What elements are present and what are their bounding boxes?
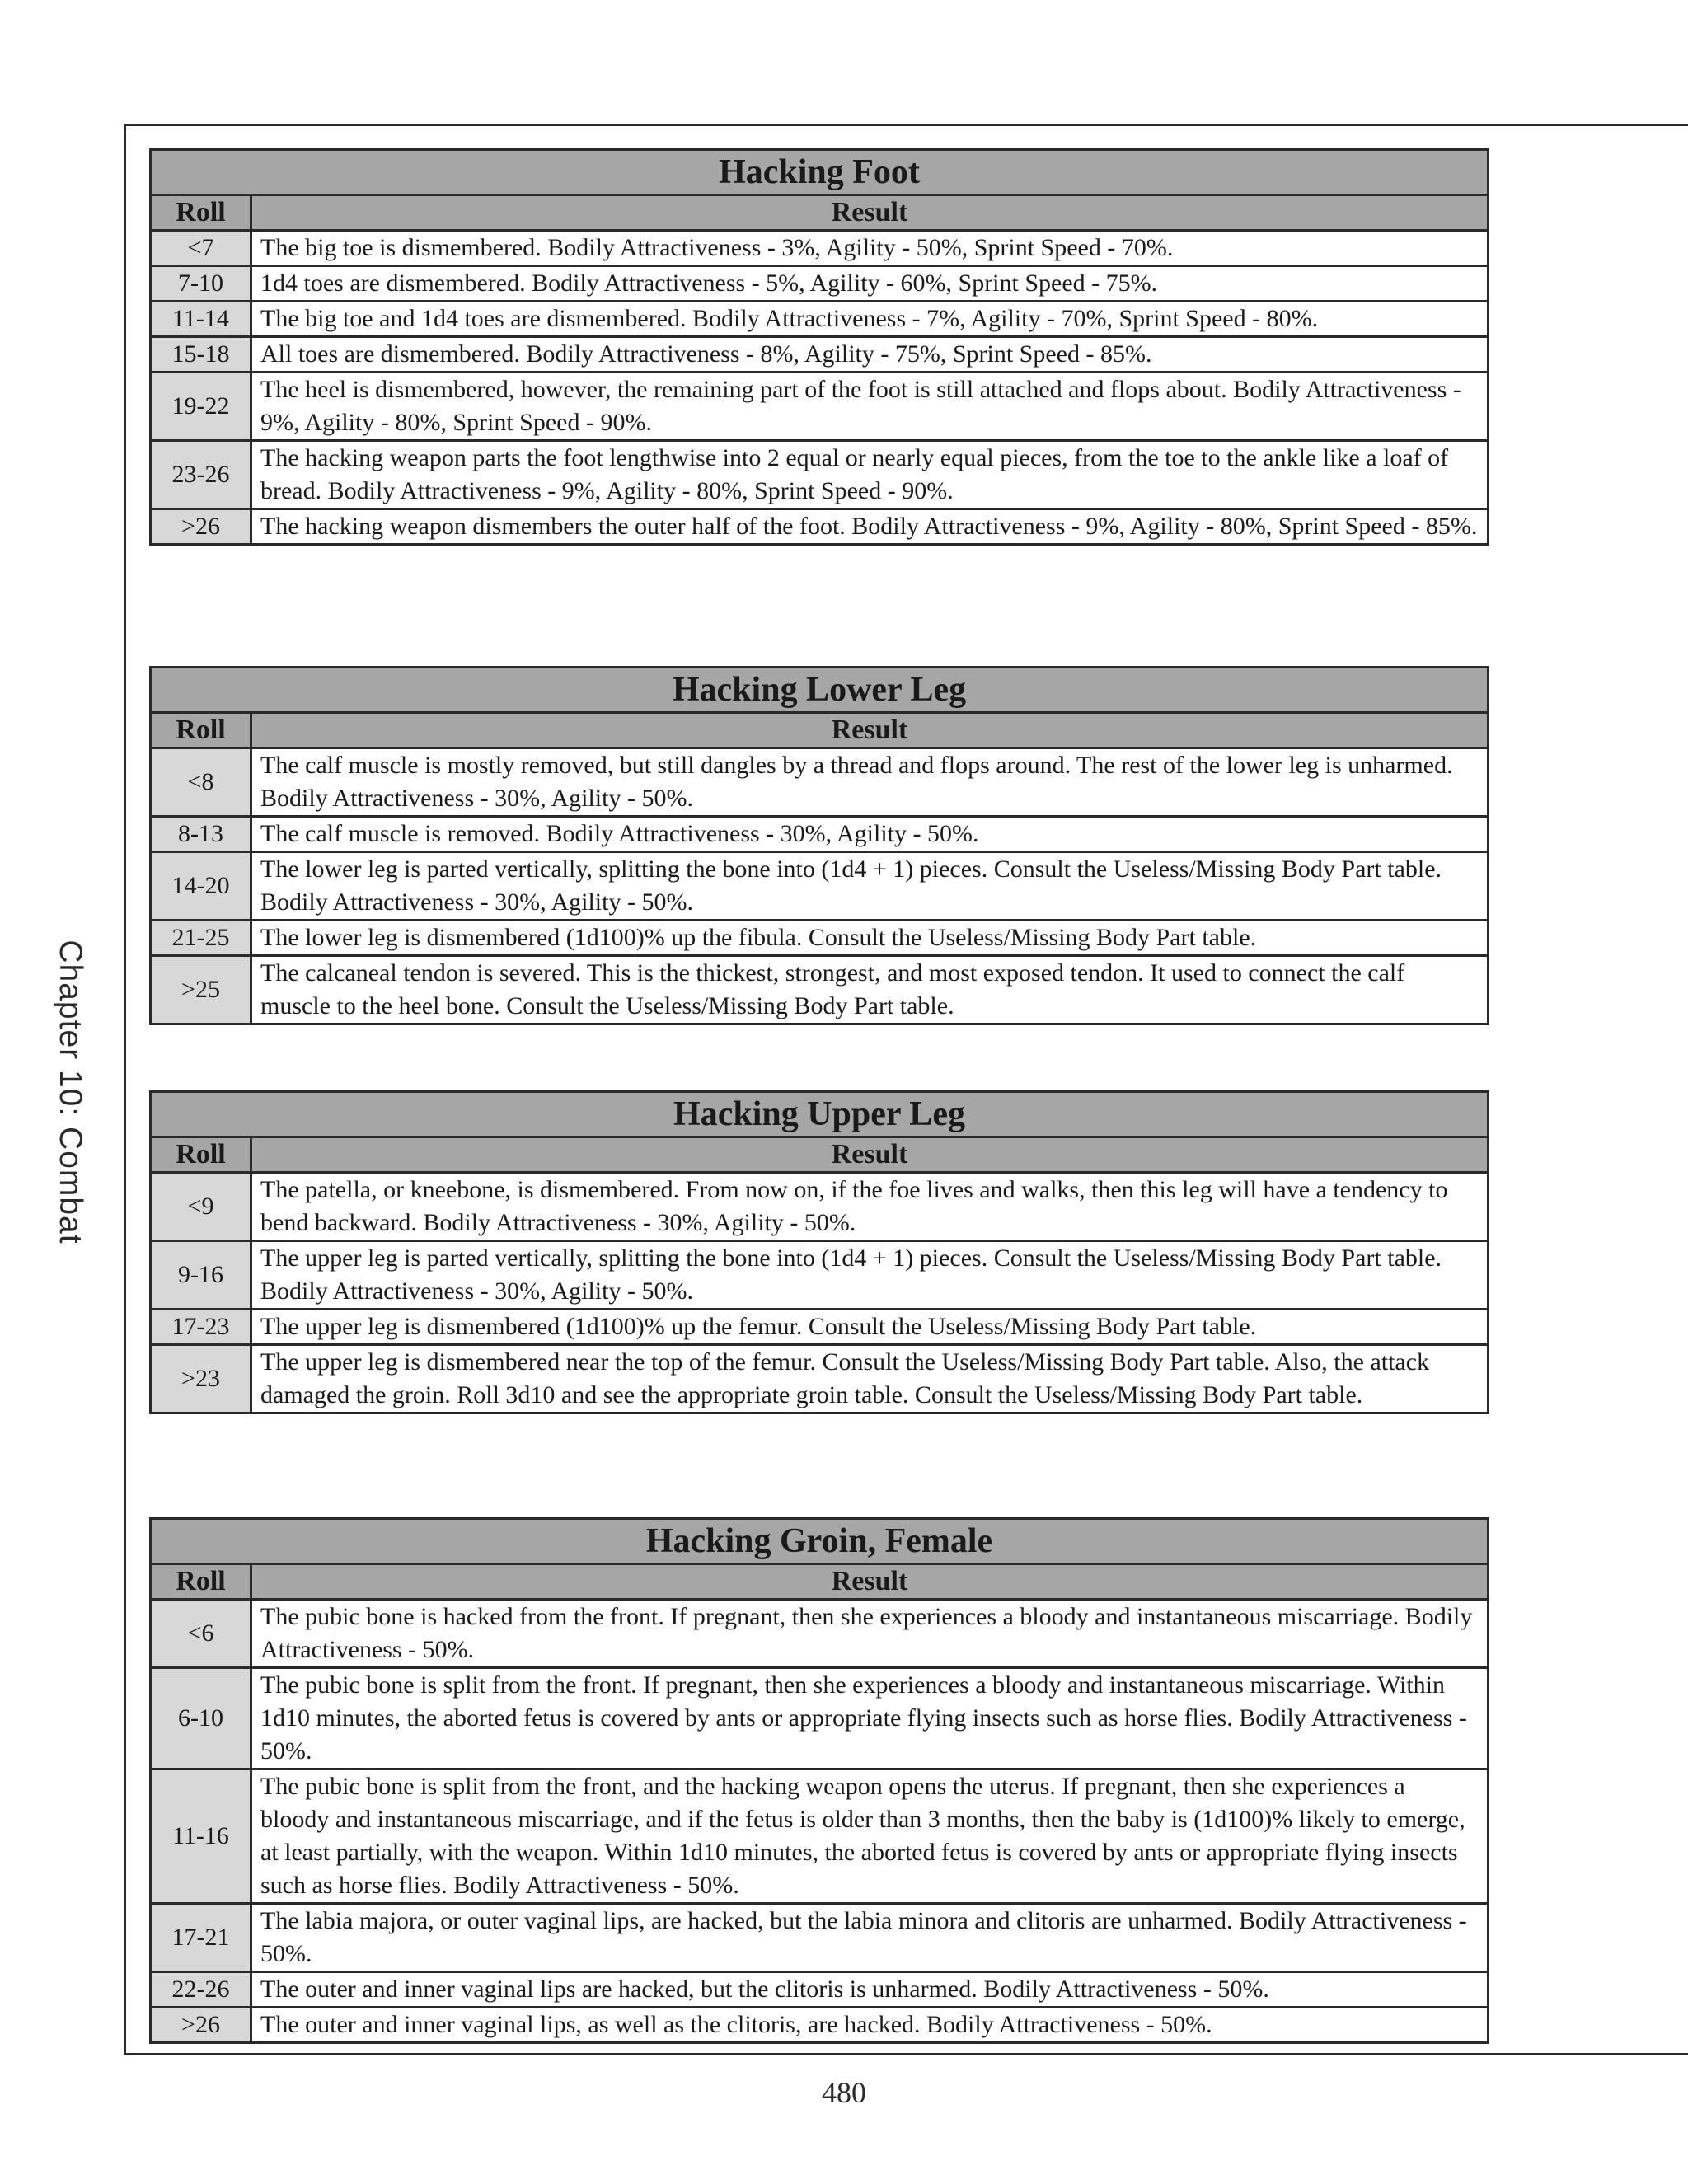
result-cell: The big toe is dismembered. Bodily Attractiveness - 3%, Agility - 50%, Sprint Speed - 70%. — [251, 231, 1489, 266]
result-cell: The calf muscle is mostly removed, but still dangles by a thread and flops around. The rest of the lower leg is unharmed. Bodily Attractiveness - 30%, Agility - 50%. — [251, 748, 1489, 817]
result-cell: The calcaneal tendon is severed. This is the thickest, strongest, and most exposed tendon. It used to connect the calf muscle to the heel bone. Consult the Useless/Missing Body Part table. — [251, 956, 1489, 1024]
result-cell: The upper leg is parted vertically, splitting the bone into (1d4 + 1) pieces. Consult the Useless/Missing Body Part table. Bodily Attractiveness - 30%, Agility - 50%. — [251, 1241, 1489, 1310]
table-row — [151, 231, 1489, 266]
result-cell: The hacking weapon parts the foot lengthwise into 2 equal or nearly equal pieces, from the toe to the ankle like a loaf of bread. Bodily Attractiveness - 9%, Agility - 80%, Sprint Speed - 90%. — [251, 441, 1489, 509]
roll-cell: >26 — [151, 2008, 251, 2043]
column-header-roll: Roll — [151, 713, 251, 748]
result-cell: All toes are dismembered. Bodily Attractiveness - 8%, Agility - 75%, Sprint Speed - 85%. — [251, 337, 1489, 373]
result-cell: The hacking weapon dismembers the outer half of the foot. Bodily Attractiveness - 9%, Agility - 80%, Sprint Speed - 85%. — [251, 509, 1489, 545]
roll-cell: >26 — [151, 509, 251, 545]
table-row — [151, 1972, 1489, 2008]
result-cell: The lower leg is dismembered (1d100)% up the fibula. Consult the Useless/Missing Body Part table. — [251, 921, 1489, 956]
roll-cell: 7-10 — [151, 266, 251, 302]
table-row — [151, 2008, 1489, 2043]
table-row — [151, 1600, 1489, 1668]
result-cell: The patella, or kneebone, is dismembered. From now on, if the foe lives and walks, then this leg will have a tendency to bend backward. Bodily Attractiveness - 30%, Agility - 50%. — [251, 1173, 1489, 1241]
roll-cell: 15-18 — [151, 337, 251, 373]
column-header-result: Result — [251, 1137, 1489, 1173]
table-row — [151, 1668, 1489, 1769]
result-cell: The pubic bone is split from the front, and the hacking weapon opens the uterus. If pregnant, then she experiences a bloody and instantaneous miscarriage, and if the fetus is older than 3 months, then the baby is (1d100)% likely to emerge, at least partially, with the weapon. Within 1d10 minutes, the aborted fetus is covered by ants or appropriate flying insects such as horse flies. Bodily Attractiveness - 50%. — [251, 1769, 1489, 1904]
table-row — [151, 1173, 1489, 1241]
table-row — [151, 748, 1489, 817]
table-row — [151, 956, 1489, 1024]
result-cell: The labia majora, or outer vaginal lips, are hacked, but the labia minora and clitoris are unharmed. Bodily Attractiveness - 50%. — [251, 1904, 1489, 1972]
result-cell: The heel is dismembered, however, the remaining part of the foot is still attached and flops about. Bodily Attractiveness - 9%, Agility - 80%, Sprint Speed - 90%. — [251, 373, 1489, 441]
table-hacking-upper-leg — [149, 1090, 1489, 1414]
result-cell: The pubic bone is hacked from the front. If pregnant, then she experiences a bloody and instantaneous miscarriage. Bodily Attractiveness - 50%. — [251, 1600, 1489, 1668]
table-title: Hacking Foot — [151, 150, 1489, 195]
roll-cell: 17-23 — [151, 1310, 251, 1345]
table-row — [151, 1310, 1489, 1345]
table-row — [151, 921, 1489, 956]
roll-cell: 23-26 — [151, 441, 251, 509]
column-header-result: Result — [251, 195, 1489, 231]
roll-cell: 21-25 — [151, 921, 251, 956]
column-header-roll: Roll — [151, 195, 251, 231]
chapter-side-title: Chapter 10: Combat — [53, 940, 88, 1244]
result-cell: The calf muscle is removed. Bodily Attractiveness - 30%, Agility - 50%. — [251, 817, 1489, 852]
roll-cell: <8 — [151, 748, 251, 817]
result-cell: The lower leg is parted vertically, splitting the bone into (1d4 + 1) pieces. Consult the Useless/Missing Body Part table. Bodily Attractiveness - 30%, Agility - 50%. — [251, 852, 1489, 921]
column-header-result: Result — [251, 713, 1489, 748]
result-cell: The pubic bone is split from the front. If pregnant, then she experiences a bloody and instantaneous miscarriage. Within 1d10 minutes, the aborted fetus is covered by ants or appropriate flying insects such as horse flies. Bodily Attractiveness - 50%. — [251, 1668, 1489, 1769]
result-cell: The upper leg is dismembered near the top of the femur. Consult the Useless/Missing Body Part table. Also, the attack damaged the groin. Roll 3d10 and see the appropriate groin table. Consult the Useless/Missing Body Part table. — [251, 1345, 1489, 1413]
roll-cell: <6 — [151, 1600, 251, 1668]
result-cell: The outer and inner vaginal lips, as well as the clitoris, are hacked. Bodily Attractiveness - 50%. — [251, 2008, 1489, 2043]
table-row — [151, 441, 1489, 509]
result-cell: The upper leg is dismembered (1d100)% up the femur. Consult the Useless/Missing Body Part table. — [251, 1310, 1489, 1345]
table-row — [151, 266, 1489, 302]
roll-cell: 8-13 — [151, 817, 251, 852]
table-hacking-groin-female — [149, 1517, 1489, 2044]
result-cell: The outer and inner vaginal lips are hacked, but the clitoris is unharmed. Bodily Attractiveness - 50%. — [251, 1972, 1489, 2008]
column-header-roll: Roll — [151, 1137, 251, 1173]
table-row — [151, 373, 1489, 441]
table-row — [151, 817, 1489, 852]
table-row — [151, 302, 1489, 337]
roll-cell: <7 — [151, 231, 251, 266]
table-row — [151, 1769, 1489, 1904]
table-hacking-lower-leg — [149, 666, 1489, 1025]
roll-cell: >25 — [151, 956, 251, 1024]
table-row — [151, 337, 1489, 373]
result-cell: 1d4 toes are dismembered. Bodily Attractiveness - 5%, Agility - 60%, Sprint Speed - 75%. — [251, 266, 1489, 302]
roll-cell: 6-10 — [151, 1668, 251, 1769]
roll-cell: 11-14 — [151, 302, 251, 337]
roll-cell: 11-16 — [151, 1769, 251, 1904]
table-hacking-foot — [149, 148, 1489, 546]
roll-cell: >23 — [151, 1345, 251, 1413]
column-header-result: Result — [251, 1564, 1489, 1600]
table-row — [151, 1345, 1489, 1413]
column-header-roll: Roll — [151, 1564, 251, 1600]
roll-cell: 17-21 — [151, 1904, 251, 1972]
roll-cell: 14-20 — [151, 852, 251, 921]
table-title: Hacking Upper Leg — [151, 1092, 1489, 1137]
table-row — [151, 1904, 1489, 1972]
result-cell: The big toe and 1d4 toes are dismembered. Bodily Attractiveness - 7%, Agility - 70%, Sprint Speed - 80%. — [251, 302, 1489, 337]
roll-cell: 19-22 — [151, 373, 251, 441]
page-number: 480 — [822, 2076, 866, 2109]
table-row — [151, 509, 1489, 545]
roll-cell: <9 — [151, 1173, 251, 1241]
table-row — [151, 1241, 1489, 1310]
roll-cell: 22-26 — [151, 1972, 251, 2008]
table-title: Hacking Groin, Female — [151, 1519, 1489, 1564]
table-title: Hacking Lower Leg — [151, 668, 1489, 713]
roll-cell: 9-16 — [151, 1241, 251, 1310]
table-row — [151, 852, 1489, 921]
